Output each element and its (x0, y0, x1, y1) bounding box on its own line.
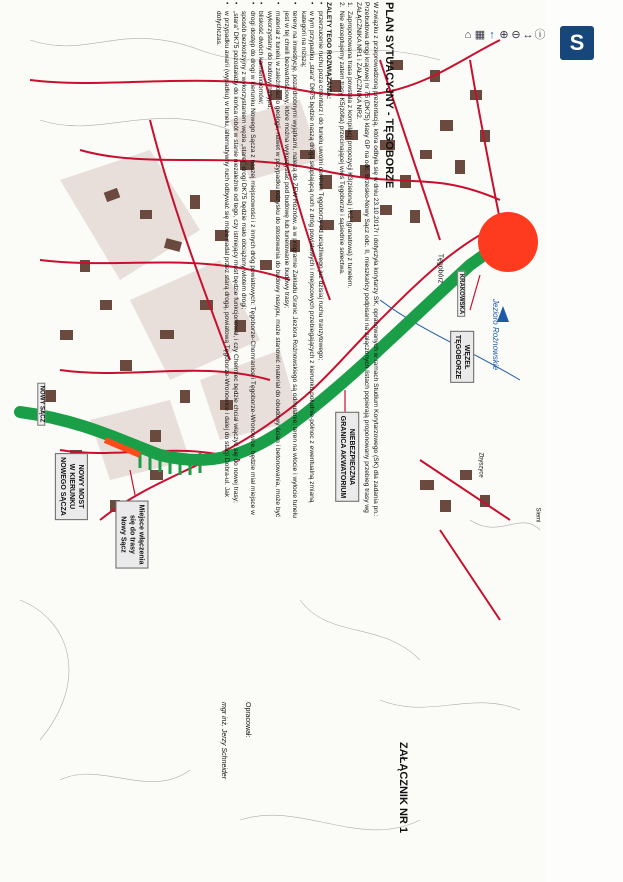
krakowska-label: KRAKOWSKA (457, 271, 465, 317)
callout-niebezpieczna: NIEBEZPIECZNA GRANICA AKWATORIUM (335, 412, 359, 502)
list-item: 1. Zaproponowana trasa powstała z kompilacji propozycji K3(zielona) i K2 (granatowa) z tunelem. (346, 2, 354, 289)
list-item: • „stara” DK75 pozostałaby do końca robót w stanie niezależnie od tego, czy istniejący most będzie funkcjonował, i czy Chełmiec będzie chciał włączyć się do nowej trasy; (232, 2, 239, 503)
home-icon[interactable]: ⌂ (464, 29, 472, 41)
page-title: PLAN SYTUACYJNY - TĘGOBORZE (383, 2, 395, 189)
app-logo-icon: S (560, 26, 594, 60)
signature-block (211, 702, 259, 779)
list-item: • przerzucenie ruchu poza cmentarz i do tunelu uwolni centrum Tęgoborzy od uciążliwego już dzisiaj ruchu tranzytowego; (317, 2, 324, 361)
roundabout-marker (478, 212, 538, 272)
arrow-up-icon[interactable]: ↑ (489, 29, 495, 41)
list-item: • w tym przypadku „stara” DK75 będzie naszą drogą skupiającą ruch z dróg powiatowych i miejscowych przebiegających z kierunku południe-północ z ewentualną zmianą kategorii na niższą; (300, 2, 316, 503)
siemiechow-label: Siemi (534, 507, 541, 523)
zoom-in-icon[interactable]: ⊕ (499, 29, 509, 41)
attachment-number: ZAŁĄCZNIK NR 1 (397, 742, 409, 834)
list-item: • drogi dostęp do drogi w kierunku Nowego Sącza z naszej miejscowości i z innych dróg powiatowych: Tęgoborze-Chomranice i Tęgoborze-Wronowice, będzie miał miejsce w sposób bezkolizyjny z wykorzystaniem węzła „starej” drogi DK75 będzie mało obciążony wlotem drogi; (240, 2, 256, 515)
zbyszyce-label: Zbyszyce (477, 452, 484, 478)
list-item: • w przypadku awarii (wypadku) w tunelu, alternatywny ruch odbywać się może nadal przez starą drogą, powiatową Tęgoborze-Wronowice i dalej do stacji Dobra-ul. Jak dotychczas. (215, 2, 231, 498)
tegobor-label: Tęgobórz (436, 253, 444, 284)
advantages-heading: ZALETY TEGO ROZWIĄZANIA: (325, 2, 333, 99)
prepared-by-label: Opracował: (244, 702, 251, 738)
grid-icon[interactable]: ▦ (474, 29, 486, 41)
nowy-sacz-road-label: NOWY SĄCZ (37, 383, 45, 426)
document-body (214, 2, 380, 522)
lake-label: Jezioro Rożnowskie (491, 298, 501, 371)
list-item: 2. Nie akceptujemy zatem trasy K5(żółta) przecinającej wieś Tęgoborze i sąsiednie sołectwa. (338, 2, 345, 275)
callout-miejsce: Miejsce włączenia się do trasy Nowy Sącz (115, 501, 148, 569)
list-item: • bliskość dwóch kamieniołomów; (257, 2, 265, 105)
pan-icon[interactable]: ↔ (522, 29, 534, 41)
document-text (201, 0, 409, 862)
callout-nowy-most: NOWY MOST W KIERUNKU NOWEGO SĄCZA (55, 453, 88, 520)
list-item: • tereny na inwestycję, poza drobnymi wyjątkami, należą do ZEW Rożnów, a w programie Zakładu Granic Jeziora Rożnowskiego są odmulanie; teren na wlocie i wylocie tunelu jest w tej chwili bezwartościowy, które można wykorzystać pod budowę lub tunelowanie budowy trasy; (283, 2, 299, 518)
callout-wezel: WĘZEŁ TĘGOBORZE (450, 331, 474, 383)
intro-paragraph: W związku z przeprowadzoną prezentacją, która odbyła się w dniu 23.10.2017r i dotyczyła korytarzy SK, opracowanych w ramach Studium Korytarzowego (SK) dla zadania pn.: Przebudowa drogi krajowej nr 75 (DK75) klasy GP na odc. Brzesko-Nowy Sącz odc. II, mieszkańcy podpisani na załączonych listach popierają proponowany przebieg trasy wg ZAŁĄCZNIKA NR1 i ZAŁĄCZNIKA NR2. (355, 2, 379, 517)
list-item: • materiał z tunelu w zależności o geologii, nawet w przypadku odzysku do stosowania do budowy nasypu, może stanowić materiał do obudowy ścian i betonowania, może być wykorzystany do budowy nasypu; (266, 2, 282, 518)
prepared-by-name: mgr inż. Jerzy Schneider (220, 702, 227, 780)
zoom-out-icon[interactable]: ⊖ (511, 29, 521, 41)
info-icon[interactable]: ⓘ (534, 29, 546, 41)
map-toolbar (462, 28, 546, 46)
